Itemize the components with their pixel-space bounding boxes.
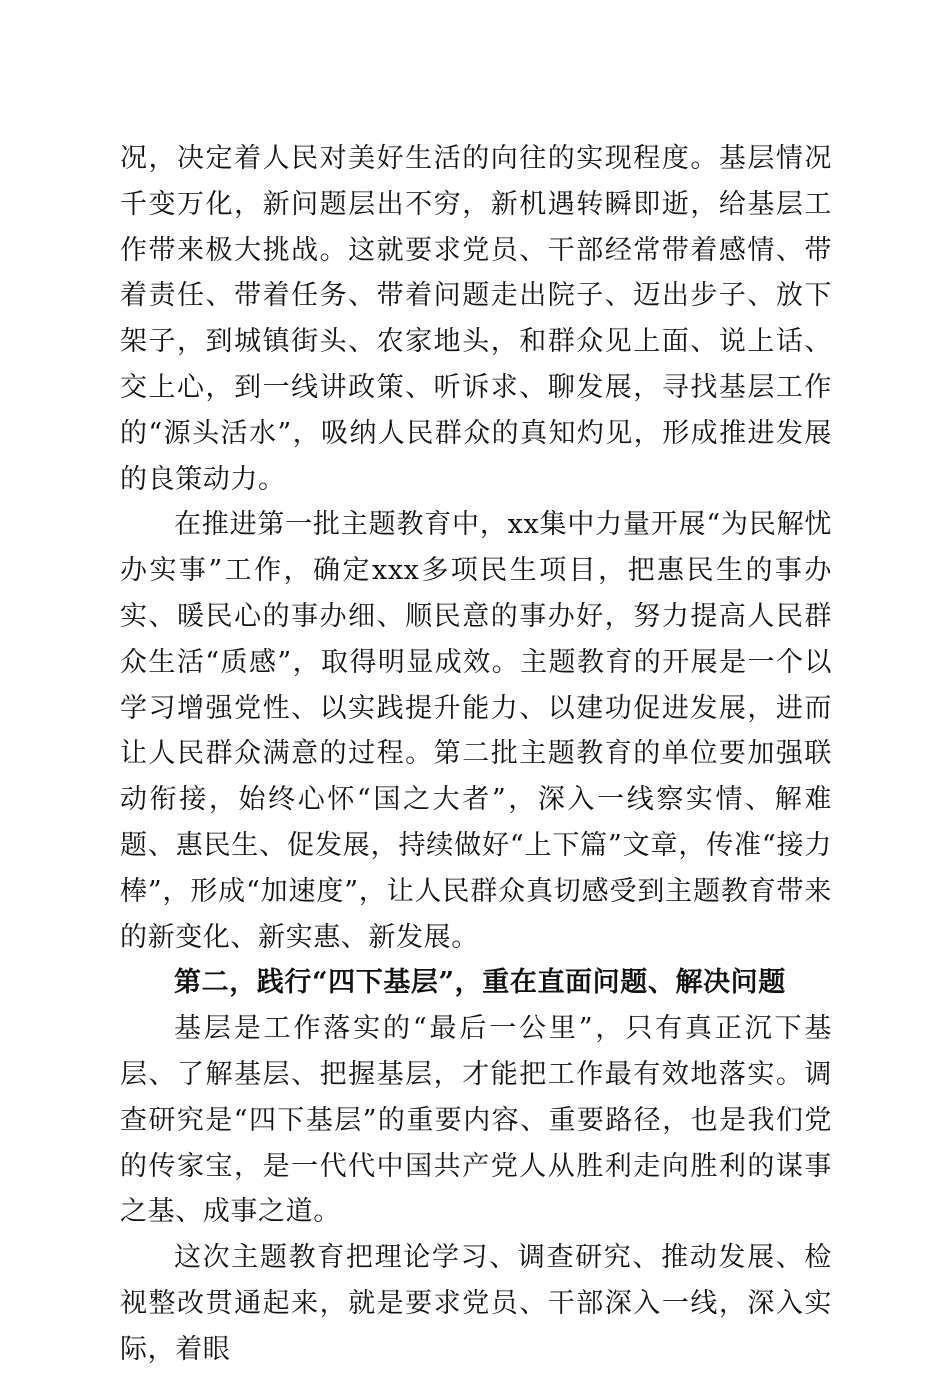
document-body xyxy=(120,136,832,1373)
paragraph-grassroots-last-mile: 基层是工作落实的“最后一公里”，只有真正沉下基层、了解基层、把握基层，才能把工作最有效地落实。调查研究是“四下基层”的重要内容、重要路径，也是我们党的传家宝，是一代代中国共产党人从胜利走向胜利的谋事之基、成事之道。 xyxy=(120,1013,832,1228)
section-heading-second: 第二，践行“四下基层”，重在直面问题、解决问题 xyxy=(174,967,786,999)
paragraph-first-batch-education: 在推进第一批主题教育中，xx集中力量开展“为民解忧办实事”工作，确定xxx多项民生项目，把惠民生的事办实、暖民心的事办细、顺民意的事办好，努力提高人民群众生活“质感”，取得明显成效。主题教育的开展是一个以学习增强党性、以实践提升能力、以建功促进发展，进而让人民群众满意的过程。第二批主题教育的单位要加强联动衔接，始终心怀“国之大者”，深入一线察实情、解难题、惠民生、促发展，持续做好“上下篇”文章，传准“接力棒”，形成“加速度”，让人民群众真切感受到主题教育带来的新变化、新实惠、新发展。 xyxy=(120,509,832,953)
paragraph-theme-education-integration: 这次主题教育把理论学习、调查研究、推动发展、检视整改贯通起来，就是要求党员、干部深入一线，深入实际，着眼 xyxy=(120,1242,832,1365)
paragraph-continuation: 况，决定着人民对美好生活的向往的实现程度。基层情况千变万化，新问题层出不穷，新机遇转瞬即逝，给基层工作带来极大挑战。这就要求党员、干部经常带着感情、带着责任、带着任务、带着问题走出院子、迈出步子、放下架子，到城镇街头、农家地头，和群众见上面、说上话、交上心，到一线讲政策、听诉求、聊发展，寻找基层工作的“源头活水”，吸纳人民群众的真知灼见，形成推进发展的良策动力。 xyxy=(120,143,832,495)
